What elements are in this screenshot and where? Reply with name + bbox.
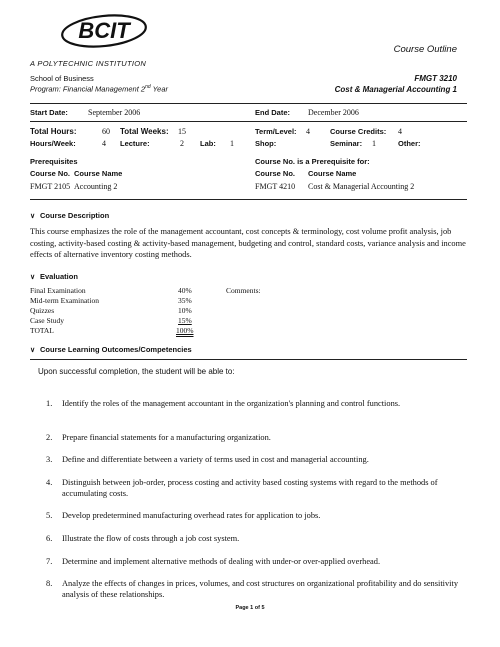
evaluation-item-weight: 15% [178, 316, 192, 325]
term-label: Term/Level: [255, 127, 297, 136]
lecture-label: Lecture: [120, 139, 150, 148]
chevron-down-icon: ∨ [30, 213, 36, 220]
lecture: 2 [180, 139, 184, 148]
chevron-down-icon: ∨ [30, 274, 36, 281]
outcomes-intro: Upon successful completion, the student will be able to: [38, 367, 235, 376]
total-weeks: 15 [178, 127, 186, 136]
end-date-label: End Date: [255, 108, 291, 117]
divider [30, 103, 467, 104]
credits-label: Course Credits: [330, 127, 387, 136]
total-hours-label: Total Hours: [30, 127, 77, 136]
evaluation-item-weight: 40% [178, 286, 192, 295]
list-item: 6. Illustrate the flow of costs through a job cost system. [46, 534, 240, 543]
evaluation-heading: ∨ Evaluation [30, 272, 78, 281]
divider [30, 121, 467, 122]
prereq-course-no-label: Course No. [30, 169, 71, 178]
course-description-heading: ∨ Course Description [30, 211, 110, 220]
list-item: 5. Develop predetermined manufacturing overhead rates for application to jobs. [46, 511, 321, 520]
document-type: Course Outline [393, 44, 457, 55]
evaluation-item-name: Case Study [30, 316, 64, 325]
evaluation-comments-label: Comments: [226, 286, 261, 295]
course-code: FMGT 3210 [414, 74, 457, 83]
shop-label: Shop: [255, 139, 277, 148]
page-number: Page 1 of 5 [235, 605, 265, 611]
course-title: Cost & Managerial Accounting 1 [334, 85, 457, 94]
list-item: 4. Distinguish between job-order, process costing and activity based costing systems with regard to the methods of accumulating costs. [46, 478, 438, 498]
divider [30, 359, 467, 360]
lab-label: Lab: [200, 139, 216, 148]
seminar: 1 [372, 139, 376, 148]
end-date: December 2006 [308, 108, 359, 117]
prereq-for-heading: Course No. is a Prerequisite for: [255, 157, 370, 166]
list-item: 8. Analyze the effects of changes in prices, volumes, and cost structures on organizational profitability and do sensitivity analysis of these relationships. [46, 579, 459, 599]
term: 4 [306, 127, 310, 136]
evaluation-total-weight: 100% [176, 326, 194, 335]
logo-text: BCIT [78, 18, 130, 43]
evaluation-item-weight: 10% [178, 306, 192, 315]
chevron-down-icon: ∨ [30, 347, 36, 354]
list-item: 7. Determine and implement alternative methods of dealing with under-or over-applied overhead. [46, 557, 381, 566]
prereq-for-course-name-label: Course Name [308, 169, 357, 178]
evaluation-item-weight: 35% [178, 296, 192, 305]
prereq-course-no: FMGT 2105 [30, 182, 71, 191]
prereq-for-course-no-label: Course No. [255, 169, 296, 178]
seminar-label: Seminar: [330, 139, 363, 148]
school-name: School of Business [30, 74, 94, 83]
other-label: Other: [398, 139, 421, 148]
list-item: 2. Prepare financial statements for a manufacturing organization. [46, 433, 271, 442]
total-weeks-label: Total Weeks: [120, 127, 169, 136]
course-description-text: This course emphasizes the role of the management accountant, cost concepts & terminology, cost volume profit analysis, job costing, activity-based costing & activity-based management, budgeting and control, standard costs, variance analysis and income effects of alternative inventory costing methods. [30, 227, 466, 259]
prereq-for-course-name: Cost & Managerial Accounting 2 [308, 182, 415, 191]
evaluation-item-name: Final Examination [30, 286, 86, 295]
credits: 4 [398, 127, 402, 136]
hours-week: 4 [102, 139, 106, 148]
list-item: 3. Define and differentiate between a variety of terms used in cost and managerial accounting. [46, 455, 369, 464]
prereq-course-name-label: Course Name [74, 169, 123, 178]
prereq-for-course-no: FMGT 4210 [255, 182, 296, 191]
bcit-logo [58, 8, 150, 54]
evaluation-total-label: TOTAL [30, 326, 54, 335]
lab: 1 [230, 139, 234, 148]
start-date: September 2006 [88, 108, 141, 117]
hours-week-label: Hours/Week: [30, 139, 76, 148]
divider [30, 199, 467, 200]
program-name: Program: Financial Management 2nd Year [30, 84, 169, 94]
total-hours: 60 [102, 127, 110, 136]
tagline: A POLYTECHNIC INSTITUTION [30, 59, 147, 68]
start-date-label: Start Date: [30, 108, 68, 117]
list-item: 1. Identify the roles of the management accountant in the organization's planning and control functions. [46, 399, 401, 408]
evaluation-item-name: Mid-term Examination [30, 296, 99, 305]
prereq-course-name: Accounting 2 [74, 182, 118, 191]
learning-outcomes-heading: ∨ Course Learning Outcomes/Competencies [30, 345, 192, 354]
prerequisites-heading: Prerequisites [30, 157, 78, 166]
evaluation-item-name: Quizzes [30, 306, 55, 315]
